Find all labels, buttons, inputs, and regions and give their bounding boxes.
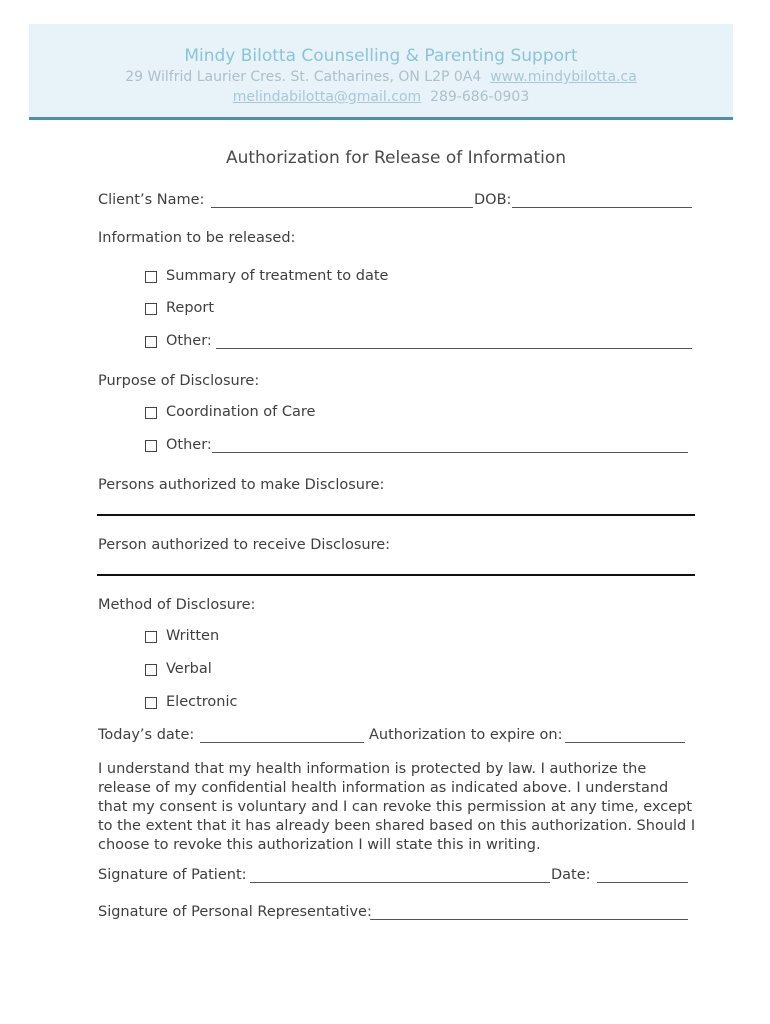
option-verbal: Verbal bbox=[166, 661, 212, 677]
signature-date-label: Date: bbox=[551, 867, 591, 883]
website-link[interactable]: www.mindybilotta.ca bbox=[490, 69, 637, 85]
info-released-label: Information to be released: bbox=[98, 230, 296, 246]
method-label: Method of Disclosure: bbox=[98, 597, 256, 613]
checkbox-purpose-other[interactable] bbox=[145, 440, 157, 452]
todays-date-label: Today’s date: bbox=[98, 727, 195, 743]
dob-field[interactable] bbox=[512, 207, 692, 208]
email-link[interactable]: melindabilotta@gmail.com bbox=[232, 89, 422, 105]
contact-line bbox=[29, 89, 733, 105]
option-report: Report bbox=[166, 300, 215, 316]
checkbox-written[interactable] bbox=[145, 631, 157, 643]
signature-date-field[interactable] bbox=[597, 882, 688, 883]
practice-name: Mindy Bilotta Counselling & Parenting Support bbox=[184, 46, 578, 66]
checkbox-summary-treatment[interactable] bbox=[145, 271, 157, 283]
option-written: Written bbox=[166, 628, 220, 644]
option-purpose-other: Other: bbox=[166, 437, 212, 453]
client-name-label: Client’s Name: bbox=[98, 192, 205, 208]
purpose-other-field[interactable] bbox=[212, 452, 688, 453]
document-title: Authorization for Release of Information bbox=[225, 148, 567, 168]
persons-make-label: Persons authorized to make Disclosure: bbox=[98, 477, 385, 493]
consent-statement: I understand that my health information is protected by law. I authorize the release of my confidential health information as indicated above. I understand that my consent is voluntary and I can revoke this permission at any time, except to the extent that it has already been shared based on this authorization. Should I choose to revoke this authorization I will state this in writing. bbox=[98, 761, 696, 853]
practice-address-line bbox=[29, 69, 733, 85]
letterhead bbox=[29, 24, 733, 120]
option-info-other: Other: bbox=[166, 333, 212, 349]
person-receive-field[interactable] bbox=[97, 574, 695, 576]
todays-date-field[interactable] bbox=[200, 742, 364, 743]
signature-rep-label: Signature of Personal Representative: bbox=[98, 904, 372, 920]
person-receive-label: Person authorized to receive Disclosure: bbox=[98, 537, 391, 553]
persons-make-field[interactable] bbox=[97, 514, 695, 516]
signature-rep-field[interactable] bbox=[370, 919, 688, 920]
phone-number: 289-686-0903 bbox=[430, 89, 530, 105]
practice-address: 29 Wilfrid Laurier Cres. St. Catharines, ON L2P 0A4 bbox=[125, 69, 482, 85]
expire-label: Authorization to expire on: bbox=[369, 727, 563, 743]
checkbox-verbal[interactable] bbox=[145, 664, 157, 676]
checkbox-info-other[interactable] bbox=[145, 336, 157, 348]
client-name-field[interactable] bbox=[211, 207, 473, 208]
expire-date-field[interactable] bbox=[565, 742, 685, 743]
purpose-label: Purpose of Disclosure: bbox=[98, 373, 260, 389]
checkbox-coordination-care[interactable] bbox=[145, 407, 157, 419]
dob-label: DOB: bbox=[474, 192, 512, 208]
signature-patient-field[interactable] bbox=[250, 882, 550, 883]
option-coordination-care: Coordination of Care bbox=[166, 404, 316, 420]
info-other-field[interactable] bbox=[216, 348, 692, 349]
checkbox-report[interactable] bbox=[145, 303, 157, 315]
checkbox-electronic[interactable] bbox=[145, 697, 157, 709]
option-electronic: Electronic bbox=[166, 694, 238, 710]
option-summary-treatment: Summary of treatment to date bbox=[166, 268, 389, 284]
signature-patient-label: Signature of Patient: bbox=[98, 867, 247, 883]
